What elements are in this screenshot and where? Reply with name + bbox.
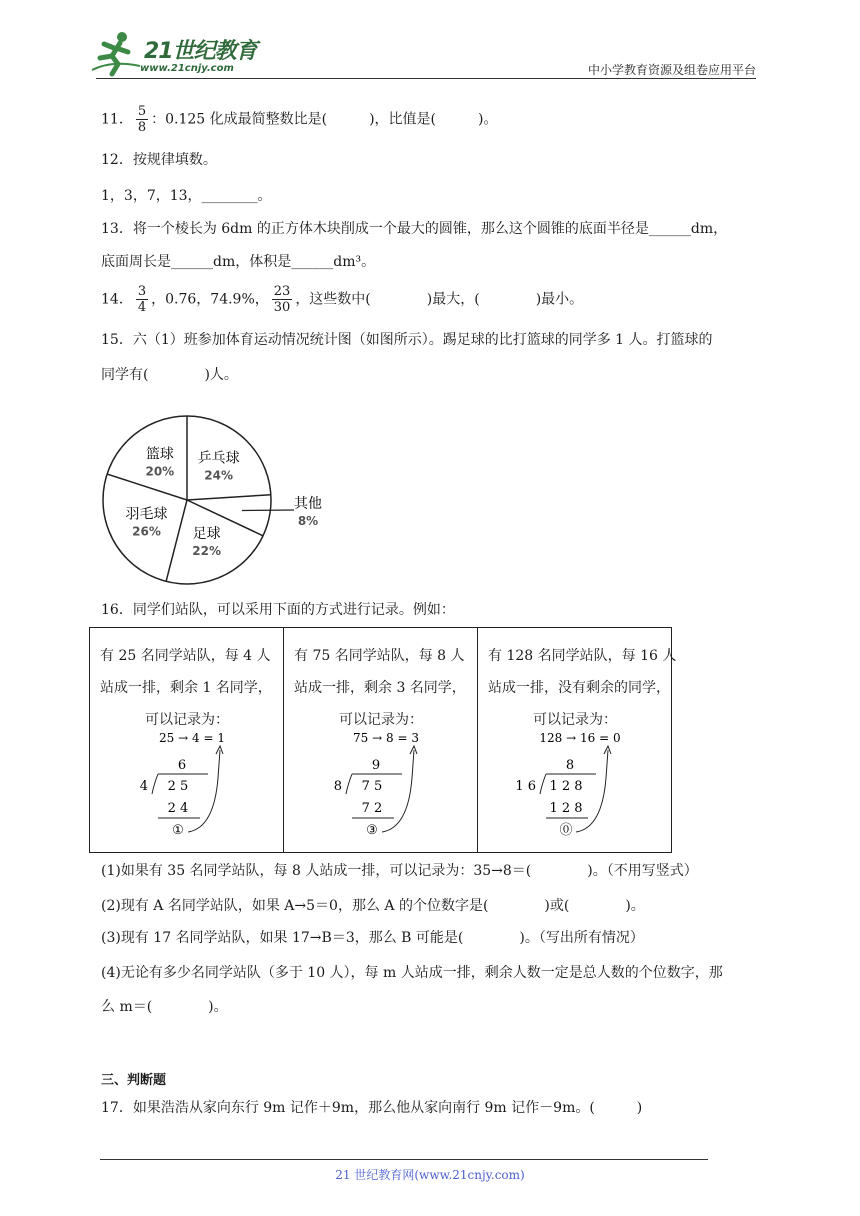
pie-slice-label: 乒乓球 (197, 450, 240, 467)
division-divisor: 8 (333, 779, 342, 794)
question-16-part4b: 么 m＝( )。 (101, 999, 228, 1015)
q11-text: ：0.125 化成最简整数比是( )，比值是( )。 (151, 111, 498, 128)
division-quotient: 8 (565, 758, 575, 773)
header-platform-text: 中小学教育资源及组卷应用平台 (587, 63, 756, 77)
record-formula: 25 → 4 = 1 (159, 731, 225, 745)
logo-url: www.21cnjy.com (140, 63, 234, 74)
question-13-line1: 13．将一个棱长为 6dm 的正方体木块削成一个最大的圆锥，那么这个圆锥的底面半径是______dm， (101, 221, 728, 237)
pie-slice-percent: 22% (192, 543, 222, 558)
remainder-arrow (188, 750, 220, 832)
runner-logo-icon (92, 30, 142, 76)
record-example-text: 有 128 名同学站队，每 16 人 站成一排，没有剩余的同学， 可以记录为： (488, 648, 677, 728)
pie-slice-label: 篮球 (145, 446, 174, 463)
division-bracket (346, 774, 352, 794)
question-13-line2: 底面周长是______dm，体积是______dm³。 (101, 254, 376, 270)
division-divisor: 1 6 (515, 779, 536, 794)
pie-slice-percent: 20% (145, 464, 175, 479)
pie-slice-label: 其他 (294, 496, 322, 512)
footer-text: 21 世纪教育网(www.21cnjy.com) (335, 1168, 525, 1182)
pie-slice-label: 羽毛球 (125, 506, 168, 523)
pie-slice-percent: 8% (297, 514, 319, 528)
long-division-diagram (324, 732, 454, 842)
division-bracket (540, 774, 546, 794)
division-product: 2 4 (167, 801, 189, 816)
q11-number: 11． (101, 111, 133, 128)
question-15-line2: 同学有( )人。 (101, 367, 238, 383)
division-remainder: ③ (366, 823, 378, 838)
record-example-cell (284, 628, 478, 853)
division-dividend: 2 5 (167, 779, 189, 794)
q11-fraction: $\frac{5}{8}$ (137, 104, 147, 135)
question-14: 14． $\frac{3}{4}$ ，0.76，74.9%， $\frac{23}{30}$ ，这些数中( )最大，( )最小。 (101, 284, 584, 315)
record-example-cell (90, 628, 284, 853)
pie-slice-percent: 24% (204, 468, 233, 483)
record-formula: 75 → 8 = 3 (353, 731, 419, 745)
division-product: 1 2 8 (549, 801, 583, 816)
question-16-intro: 16．同学们站队，可以采用下面的方式进行记录。例如： (101, 602, 455, 618)
division-remainder: ① (172, 823, 184, 838)
section-title-judgement: 三、判断题 (101, 1073, 167, 1088)
division-divisor: 4 (139, 779, 148, 794)
sports-pie-chart (98, 408, 358, 590)
footer-divider (100, 1159, 708, 1160)
question-17: 17．如果浩浩从家向东行 9m 记作＋9m，那么他从家向南行 9m 记作－9m。( ) (101, 1100, 643, 1116)
question-16-part4a: (4)无论有多少名同学站队（多于 10 人），每 m 人站成一排，剩余人数一定是总人数的个位数字，那 (101, 965, 723, 981)
question-12-line1: 12．按规律填数。 (101, 152, 217, 168)
division-dividend: 1 2 8 (549, 779, 583, 794)
question-16-part2: (2)现有 A 名同学站队，如果 A→5＝0，那么 A 的个位数字是( )或( )。 (101, 898, 645, 914)
record-example-text: 有 25 名同学站队，每 4 人 站成一排，剩余 1 名同学， 可以记录为： (100, 648, 272, 728)
q14-fraction-1: $\frac{3}{4}$ (137, 284, 147, 315)
logo-text: 21世纪教育 (144, 39, 257, 64)
record-formula: 128 → 16 = 0 (539, 731, 621, 745)
record-examples-table (89, 627, 677, 853)
question-16-part3: (3)现有 17 名同学站队，如果 17→B＝3，那么 B 可能是( )。（写出所有情况） (101, 930, 644, 946)
header-divider (96, 78, 756, 79)
site-logo (92, 30, 272, 80)
question-15-line1: 15．六（1）班参加体育运动情况统计图（如图所示）。踢足球的比打篮球的同学多 1 人。打篮球的 (101, 332, 713, 348)
question-12-line2: 1，3，7，13，________。 (101, 188, 272, 204)
question-16-part1: (1)如果有 35 名同学站队，每 8 人站成一排，可以记录为：35→8＝( )。（不用写竖式） (101, 863, 698, 879)
pie-slice-label: 足球 (192, 525, 221, 542)
pie-slice-percent: 26% (132, 524, 161, 539)
division-dividend: 7 5 (361, 779, 383, 794)
record-example-text: 有 75 名同学站队，每 8 人 站成一排，剩余 3 名同学， 可以记录为： (294, 648, 466, 728)
remainder-arrow (382, 750, 414, 832)
division-quotient: 9 (371, 758, 381, 773)
division-product: 7 2 (361, 801, 383, 816)
record-example-cell (478, 628, 677, 853)
division-bracket (152, 774, 158, 794)
long-division-diagram (515, 731, 648, 842)
long-division-diagram (130, 732, 260, 842)
q14-fraction-2: $\frac{23}{30}$ (273, 284, 291, 315)
question-11 (101, 104, 498, 135)
division-quotient: 6 (177, 758, 187, 773)
division-remainder: ⓪ (559, 823, 573, 838)
